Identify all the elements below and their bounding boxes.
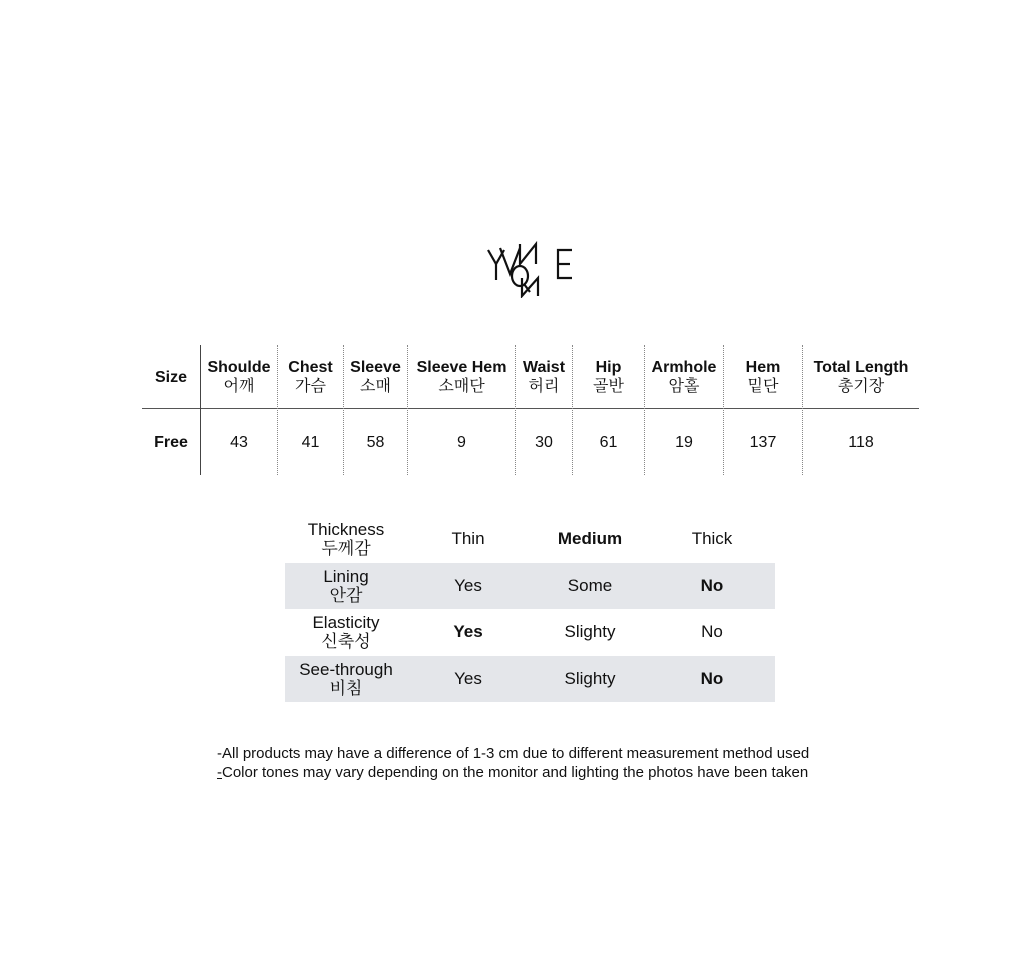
header-en: Hip — [595, 359, 622, 376]
fabric-row-elasticity — [285, 609, 775, 656]
column-header-total-length — [803, 358, 919, 396]
header-ko: 어깨 — [223, 378, 255, 395]
row-label — [285, 567, 407, 605]
column-header-sleeve-hem — [408, 358, 515, 396]
header-en: Shoulde — [207, 359, 271, 376]
row-label-ko: 두께감 — [321, 539, 371, 559]
header-ko: 암홀 — [668, 378, 700, 395]
size-row-label: Free — [154, 434, 188, 451]
header-en: Sleeve — [350, 359, 401, 376]
row-label-ko: 안감 — [329, 585, 363, 605]
note-dash: - — [217, 764, 222, 781]
size-header: Size — [154, 369, 187, 386]
note-color — [217, 763, 809, 782]
yvonne-logo-mark — [486, 238, 576, 298]
header-ko: 소매 — [360, 378, 391, 395]
column-header-shoulder — [201, 358, 277, 396]
value-armhole: 19 — [675, 434, 693, 451]
header-ko: 소매단 — [438, 378, 485, 395]
column-header-hip — [573, 358, 644, 396]
row-label-ko: 신축성 — [321, 632, 371, 652]
note-measurement: -All products may have a difference of 1-3 cm due to different measurement method used — [217, 745, 810, 762]
header-en: Chest — [288, 359, 333, 376]
option: Yes — [454, 668, 482, 688]
header-en: Armhole — [651, 359, 717, 376]
header-en: Total Length — [813, 359, 909, 376]
brand-logo — [486, 238, 576, 298]
value-hip: 61 — [599, 434, 618, 451]
size-table — [142, 345, 919, 475]
header-en: Waist — [522, 359, 566, 376]
value-hem: 137 — [749, 434, 777, 451]
option: Some — [567, 575, 613, 595]
fabric-row-lining — [285, 563, 775, 610]
header-en: Sleeve Hem — [416, 359, 507, 376]
fabric-row-thickness — [285, 516, 775, 563]
option: Slighty — [564, 668, 616, 688]
value-shoulder: 43 — [230, 434, 248, 451]
option-selected: No — [700, 575, 724, 595]
value-total-length: 118 — [848, 434, 874, 451]
row-label — [285, 660, 407, 698]
row-label-en: Elasticity — [312, 613, 380, 633]
row-label — [285, 613, 407, 651]
row-label — [285, 520, 407, 558]
fabric-row-see-through — [285, 656, 775, 703]
header-ko: 가슴 — [295, 378, 326, 395]
option-selected: Yes — [453, 622, 483, 642]
row-label-en: Thickness — [307, 520, 385, 540]
row-label-ko: 비침 — [329, 678, 363, 698]
value-waist: 30 — [535, 434, 553, 451]
option: Yes — [454, 575, 482, 595]
row-label-en: Lining — [323, 566, 369, 586]
note-color-text: Color tones may vary depending on the monitor and lighting the photos have been taken — [222, 764, 809, 781]
option-selected: Medium — [557, 529, 623, 549]
header-ko: 총기장 — [837, 378, 885, 395]
value-chest: 41 — [301, 434, 320, 451]
option: Thick — [691, 529, 733, 549]
column-header-armhole — [645, 358, 723, 396]
column-header-chest — [278, 358, 343, 396]
header-ko: 허리 — [528, 378, 560, 395]
column-header-sleeve — [344, 358, 407, 396]
header-ko: 골반 — [593, 378, 624, 395]
disclaimer-notes — [217, 744, 809, 782]
value-sleeve: 58 — [366, 434, 385, 451]
column-header-hem — [724, 358, 802, 396]
header-en: Hem — [745, 359, 781, 376]
column-header-waist — [516, 358, 572, 396]
option-selected: No — [700, 668, 724, 688]
value-sleeve-hem: 9 — [457, 434, 466, 451]
row-label-en: See-through — [299, 659, 393, 679]
fabric-properties-table — [285, 516, 775, 702]
header-ko: 밑단 — [747, 378, 779, 395]
option: No — [701, 622, 723, 642]
option: Thin — [451, 529, 485, 549]
option: Slighty — [564, 622, 616, 642]
